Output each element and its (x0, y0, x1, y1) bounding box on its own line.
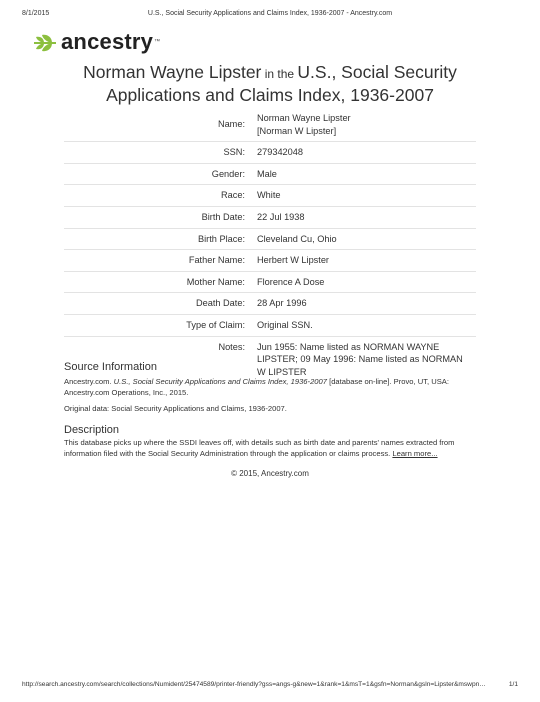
citation-prefix: Ancestry.com. (64, 377, 114, 386)
source-heading: Source Information (64, 361, 157, 373)
print-page-number: 1/1 (508, 681, 518, 688)
field-value: Cleveland Cu, Ohio (253, 228, 476, 250)
field-label: Gender: (64, 163, 253, 185)
field-row-gender (64, 163, 476, 185)
citation-title: U.S., Social Security Applications and Claims Index, 1936-2007 (113, 377, 327, 386)
field-value: 279342048 (253, 142, 476, 164)
record-collection-name: U.S., Social Security Applications and Claims Index, 1936-2007 (106, 62, 457, 105)
field-value: Original SSN. (253, 314, 476, 336)
field-label: SSN: (64, 142, 253, 164)
record-details-table (64, 108, 476, 382)
record-person-name: Norman Wayne Lipster (83, 62, 262, 82)
logo-trademark: ™ (154, 39, 161, 45)
field-value: Herbert W Lipster (253, 250, 476, 272)
field-row-claim-type (64, 314, 476, 336)
field-row-race (64, 185, 476, 207)
field-row-birth-date (64, 206, 476, 228)
field-value-alternate: [Norman W Lipster] (257, 125, 337, 136)
ancestry-logo[interactable] (32, 28, 160, 56)
leaf-icon (32, 29, 58, 55)
citation-suffix: [database on-line]. Provo, UT, USA: Ancestry.com Operations, Inc., 2015. (64, 377, 449, 397)
print-date: 8/1/2015 (22, 10, 50, 17)
print-page-title: U.S., Social Security Applications and Claims Index, 1936-2007 - Ancestry.com (147, 10, 393, 17)
field-label: Name: (217, 119, 245, 130)
field-value (253, 108, 476, 142)
field-label: Birth Date: (64, 206, 253, 228)
field-label: Birth Place: (64, 228, 253, 250)
print-url: http://search.ancestry.com/search/collections/Numident/25474589/printer-friendly?gss=angs-g&new=1&rank=1&msT=1&gsfn=Norman&gsln=Lipster&mswpn… (22, 681, 486, 688)
description-heading: Description (64, 424, 120, 436)
field-row-name (64, 108, 476, 142)
field-row-ssn (64, 142, 476, 164)
record-title (40, 62, 500, 106)
field-value: White (253, 185, 476, 207)
source-original-data: Original data: Social Security Applications and Claims, 1936-2007. (64, 404, 287, 413)
field-row-birth-place (64, 228, 476, 250)
field-row-father-name (64, 250, 476, 272)
field-row-death-date (64, 293, 476, 315)
source-citation (64, 377, 484, 399)
field-label: Race: (64, 185, 253, 207)
field-label: Death Date: (64, 293, 253, 315)
field-label: Father Name: (64, 250, 253, 272)
copyright: © 2015, Ancestry.com (231, 469, 309, 478)
description-text (64, 438, 484, 460)
field-value: Male (253, 163, 476, 185)
field-value: 22 Jul 1938 (253, 206, 476, 228)
field-value: Florence A Dose (253, 271, 476, 293)
field-value-primary: Norman Wayne Lipster (257, 113, 351, 123)
learn-more-link[interactable]: Learn more... (392, 448, 438, 458)
logo-wordmark: ancestry (61, 29, 154, 54)
description-body: This database picks up where the SSDI leaves off, with details such as birth date and parents' names extracted from information filed with the Social Security Administration through the application or claims process. (64, 438, 455, 458)
field-row-mother-name (64, 271, 476, 293)
field-row-notes (64, 336, 476, 382)
field-value: Jun 1955: Name listed as NORMAN WAYNE LIPSTER; 09 May 1996: Name listed as NORMAN W LIPSTER (253, 336, 476, 382)
field-label: Notes: (64, 336, 253, 382)
record-title-connector: in the (261, 67, 298, 81)
field-value: 28 Apr 1996 (253, 293, 476, 315)
field-label: Type of Claim: (64, 314, 253, 336)
field-label: Mother Name: (64, 271, 253, 293)
